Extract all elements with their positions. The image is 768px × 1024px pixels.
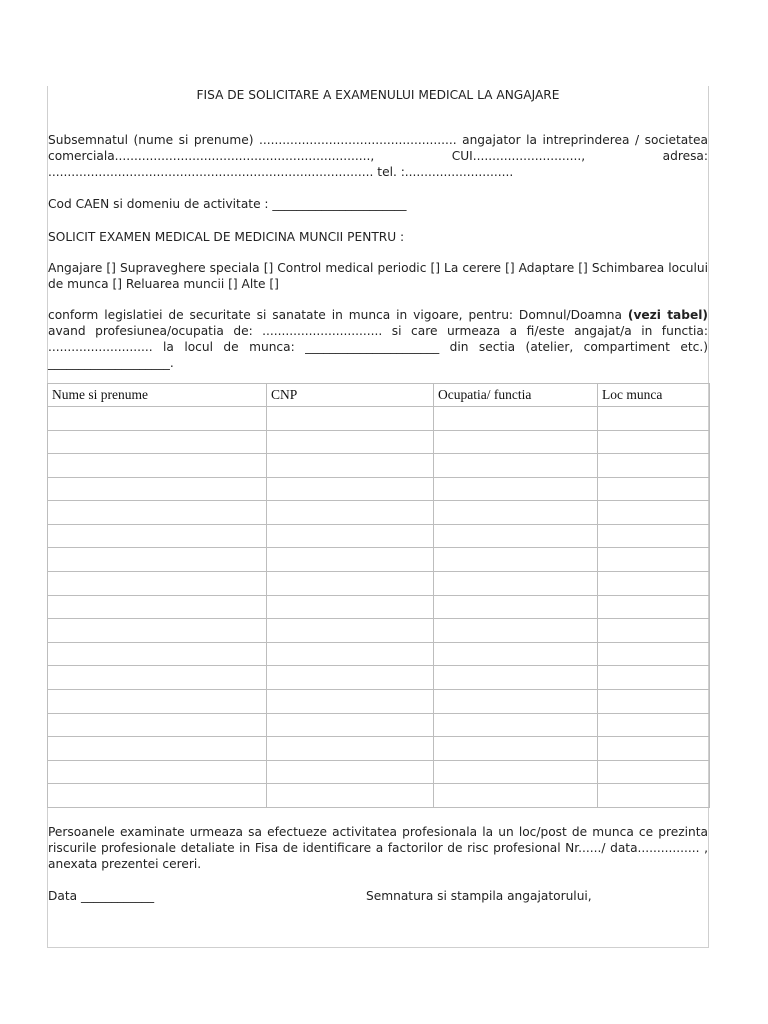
legislation-paragraph <box>48 307 708 371</box>
form-title: FISA DE SOLICITARE A EXAMENULUI MEDICAL LA ANGAJARE <box>196 88 560 102</box>
legislation-text-2: avand profesiunea/ocupatia de: ............................... si care urmeaza a fi/este angajat/a in functia: ........................... la locul de munca: ______________________ din sectia (atelier, compartiment etc.) ____________________. <box>48 324 708 370</box>
table-cell[interactable] <box>267 713 434 737</box>
table-cell[interactable] <box>598 689 710 713</box>
table-cell[interactable] <box>48 760 267 784</box>
header-name: Nume si prenume <box>48 384 267 407</box>
footer-paragraph: Persoanele examinate urmeaza sa efectueze activitatea profesionala la un loc/post de munca ce prezinta riscurile profesionale detaliate in Fisa de identificare a factorilor de risc profesional Nr....../ data................ , anexata prezentei cereri. <box>48 825 708 871</box>
table-cell[interactable] <box>267 760 434 784</box>
table-cell[interactable] <box>434 784 598 808</box>
date-field: Data ____________ <box>48 889 155 903</box>
table-row <box>48 595 710 619</box>
table-row <box>48 784 710 808</box>
table-cell[interactable] <box>267 477 434 501</box>
table-cell[interactable] <box>598 430 710 454</box>
table-cell[interactable] <box>434 548 598 572</box>
table-body <box>48 407 710 808</box>
table-cell[interactable] <box>598 737 710 761</box>
table-cell[interactable] <box>267 454 434 478</box>
table-cell[interactable] <box>267 524 434 548</box>
table-cell[interactable] <box>434 501 598 525</box>
table-cell[interactable] <box>598 595 710 619</box>
table-cell[interactable] <box>48 572 267 596</box>
table-cell[interactable] <box>434 477 598 501</box>
table-cell[interactable] <box>267 595 434 619</box>
table-cell[interactable] <box>598 784 710 808</box>
table-cell[interactable] <box>598 407 710 431</box>
table-cell[interactable] <box>434 713 598 737</box>
table-cell[interactable] <box>598 548 710 572</box>
table-cell[interactable] <box>434 407 598 431</box>
table-cell[interactable] <box>434 430 598 454</box>
table-cell[interactable] <box>267 619 434 643</box>
table-cell[interactable] <box>48 548 267 572</box>
table-cell[interactable] <box>48 430 267 454</box>
table-cell[interactable] <box>598 760 710 784</box>
table-cell[interactable] <box>48 737 267 761</box>
legislation-text-1: conform legislatiei de securitate si sanatate in munca in vigoare, pentru: Domnul/Doamna <box>48 308 628 322</box>
table-cell[interactable] <box>267 501 434 525</box>
table-row <box>48 666 710 690</box>
table-cell[interactable] <box>48 689 267 713</box>
table-cell[interactable] <box>598 713 710 737</box>
table-row <box>48 689 710 713</box>
table-cell[interactable] <box>48 784 267 808</box>
table-row <box>48 572 710 596</box>
employees-table <box>47 383 710 808</box>
table-row <box>48 501 710 525</box>
table-cell[interactable] <box>267 430 434 454</box>
table-cell[interactable] <box>434 689 598 713</box>
table-row <box>48 454 710 478</box>
table-cell[interactable] <box>598 619 710 643</box>
table-cell[interactable] <box>434 737 598 761</box>
table-row <box>48 524 710 548</box>
table-cell[interactable] <box>434 454 598 478</box>
table-row <box>48 548 710 572</box>
table-cell[interactable] <box>48 524 267 548</box>
table-cell[interactable] <box>48 713 267 737</box>
table-row <box>48 760 710 784</box>
see-table-note: (vezi tabel) <box>627 308 708 322</box>
table-cell[interactable] <box>48 407 267 431</box>
table-cell[interactable] <box>434 642 598 666</box>
table-cell[interactable] <box>434 760 598 784</box>
caen-line: Cod CAEN si domeniu de activitate : ______________________ <box>48 197 407 211</box>
table-cell[interactable] <box>48 595 267 619</box>
table-cell[interactable] <box>434 595 598 619</box>
header-cnp: CNP <box>267 384 434 407</box>
table-row <box>48 430 710 454</box>
table-cell[interactable] <box>598 572 710 596</box>
table-cell[interactable] <box>598 454 710 478</box>
table-cell[interactable] <box>267 572 434 596</box>
table-cell[interactable] <box>598 524 710 548</box>
table-cell[interactable] <box>48 454 267 478</box>
table-cell[interactable] <box>598 666 710 690</box>
table-cell[interactable] <box>598 477 710 501</box>
table-cell[interactable] <box>267 689 434 713</box>
table-row <box>48 477 710 501</box>
request-heading: SOLICIT EXAMEN MEDICAL DE MEDICINA MUNCII PENTRU : <box>48 230 405 244</box>
exam-types: Angajare [] Supraveghere speciala [] Control medical periodic [] La cerere [] Adaptare [] Schimbarea locului de munca [] Reluarea muncii [] Alte [] <box>48 261 708 291</box>
table-cell[interactable] <box>598 501 710 525</box>
table-cell[interactable] <box>434 619 598 643</box>
table-cell[interactable] <box>267 666 434 690</box>
table-row <box>48 407 710 431</box>
header-workplace: Loc munca <box>598 384 710 407</box>
table-cell[interactable] <box>434 524 598 548</box>
table-cell[interactable] <box>267 784 434 808</box>
employer-paragraph: Subsemnatul (nume si prenume) ................................................... angajator la intreprinderea / societatea comerciala.................................................................., CUI............................, adresa: .................................................................................... tel. :............................ <box>48 133 708 179</box>
table-cell[interactable] <box>267 642 434 666</box>
table-cell[interactable] <box>48 666 267 690</box>
table-cell[interactable] <box>434 666 598 690</box>
table-header-row <box>48 384 710 407</box>
header-occupation: Ocupatia/ functia <box>434 384 598 407</box>
table-cell[interactable] <box>434 572 598 596</box>
table-cell[interactable] <box>48 642 267 666</box>
table-cell[interactable] <box>598 642 710 666</box>
table-cell[interactable] <box>267 407 434 431</box>
table-cell[interactable] <box>267 737 434 761</box>
table-row <box>48 619 710 643</box>
table-cell[interactable] <box>48 501 267 525</box>
table-cell[interactable] <box>48 619 267 643</box>
table-cell[interactable] <box>267 548 434 572</box>
signature-label: Semnatura si stampila angajatorului, <box>366 889 592 903</box>
table-row <box>48 642 710 666</box>
table-row <box>48 713 710 737</box>
table-cell[interactable] <box>48 477 267 501</box>
table-row <box>48 737 710 761</box>
